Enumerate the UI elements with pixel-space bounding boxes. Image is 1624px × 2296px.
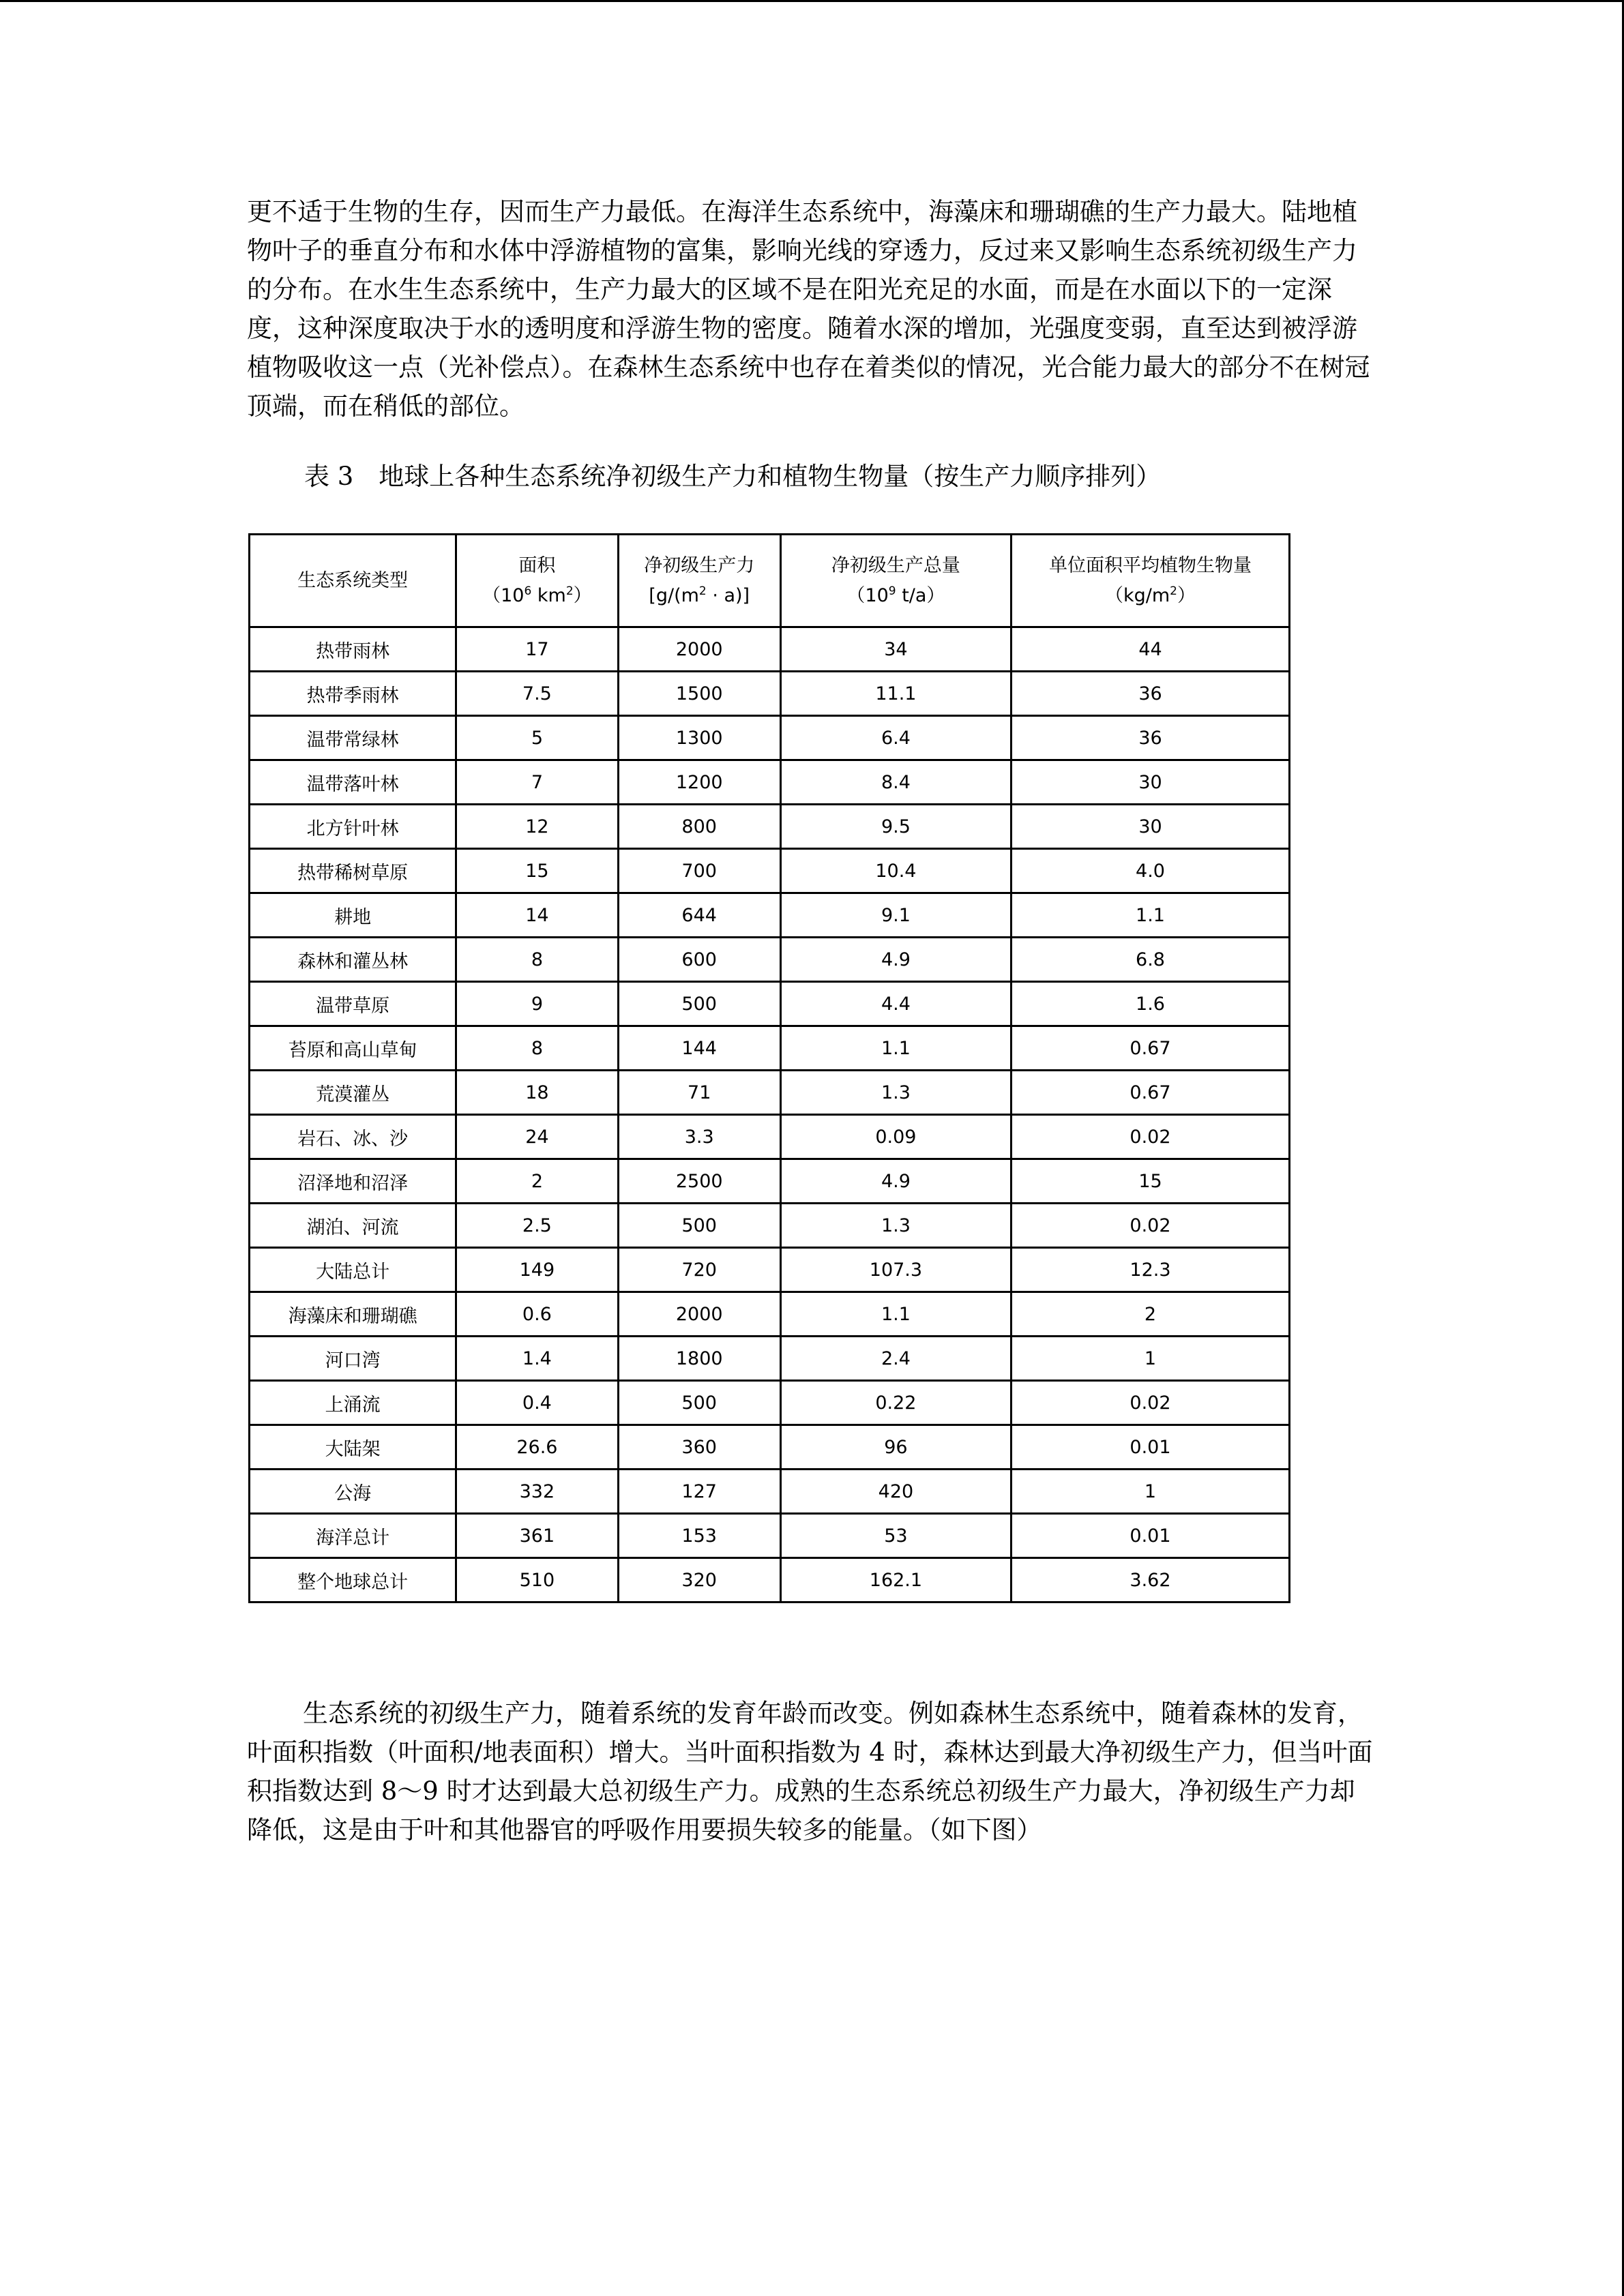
cell-net-production-total: 96 — [780, 1425, 1011, 1470]
cell-net-production-total: 2.4 — [780, 1337, 1011, 1381]
table-row — [250, 938, 1290, 982]
cell-net-productivity: 320 — [618, 1558, 780, 1602]
cell-area: 332 — [456, 1470, 618, 1514]
cell-area: 7 — [456, 760, 618, 805]
cell-area: 15 — [456, 849, 618, 893]
table-row — [250, 1248, 1290, 1292]
cell-net-production-total: 107.3 — [780, 1248, 1011, 1292]
cell-mean-biomass: 0.02 — [1011, 1204, 1289, 1248]
cell-area: 2 — [456, 1159, 618, 1204]
cell-ecosystem-type: 热带雨林 — [250, 627, 456, 672]
table-row — [250, 1292, 1290, 1337]
cell-ecosystem-type: 温带落叶林 — [250, 760, 456, 805]
header-net-primary-productivity: 净初级生产力 $[g/(m^2 \cdot a)]$ — [618, 535, 780, 627]
cell-net-productivity: 600 — [618, 938, 780, 982]
header-ecosystem-type: 生态系统类型 — [250, 535, 456, 627]
cell-net-production-total: 0.09 — [780, 1115, 1011, 1159]
cell-net-production-total: 9.1 — [780, 893, 1011, 938]
cell-net-productivity: 71 — [618, 1071, 780, 1115]
cell-mean-biomass: 36 — [1011, 672, 1289, 716]
cell-ecosystem-type: 温带常绿林 — [250, 716, 456, 760]
table-row — [250, 627, 1290, 672]
table-header-row — [250, 535, 1290, 627]
cell-mean-biomass: 4.0 — [1011, 849, 1289, 893]
cell-net-productivity: 2000 — [618, 1292, 780, 1337]
cell-mean-biomass: 0.01 — [1011, 1514, 1289, 1558]
table-row — [250, 1558, 1290, 1602]
cell-net-production-total: 53 — [780, 1514, 1011, 1558]
cell-net-production-total: 1.1 — [780, 1026, 1011, 1071]
cell-net-productivity: 2000 — [618, 627, 780, 672]
cell-net-productivity: 800 — [618, 805, 780, 849]
cell-mean-biomass: 44 — [1011, 627, 1289, 672]
cell-net-productivity: 144 — [618, 1026, 780, 1071]
cell-mean-biomass: 0.67 — [1011, 1071, 1289, 1115]
cell-mean-biomass: 1 — [1011, 1470, 1289, 1514]
cell-mean-biomass: 0.01 — [1011, 1425, 1289, 1470]
page-top-border — [0, 0, 1624, 2]
cell-ecosystem-type: 温带草原 — [250, 982, 456, 1026]
table-row — [250, 1514, 1290, 1558]
cell-ecosystem-type: 大陆架 — [250, 1425, 456, 1470]
cell-area: 8 — [456, 1026, 618, 1071]
cell-area: 18 — [456, 1071, 618, 1115]
cell-net-productivity: 1200 — [618, 760, 780, 805]
header-area: 面积 （$10^6$ $km^2$） — [456, 535, 618, 627]
cell-net-productivity: 1500 — [618, 672, 780, 716]
table-row — [250, 1204, 1290, 1248]
cell-net-production-total: 1.1 — [780, 1292, 1011, 1337]
cell-net-productivity: 360 — [618, 1425, 780, 1470]
cell-area: 2.5 — [456, 1204, 618, 1248]
cell-mean-biomass: 0.02 — [1011, 1381, 1289, 1425]
cell-ecosystem-type: 海洋总计 — [250, 1514, 456, 1558]
table-row — [250, 1425, 1290, 1470]
cell-net-productivity: 500 — [618, 1204, 780, 1248]
cell-area: 0.6 — [456, 1292, 618, 1337]
cell-mean-biomass: 1 — [1011, 1337, 1289, 1381]
header-net-primary-production-total: 净初级生产总量 （$10^9$ t/a） — [780, 535, 1011, 627]
cell-ecosystem-type: 上涌流 — [250, 1381, 456, 1425]
cell-mean-biomass: 1.1 — [1011, 893, 1289, 938]
cell-net-production-total: 4.9 — [780, 1159, 1011, 1204]
cell-area: 0.4 — [456, 1381, 618, 1425]
cell-net-production-total: 8.4 — [780, 760, 1011, 805]
cell-net-productivity: 127 — [618, 1470, 780, 1514]
cell-mean-biomass: 3.62 — [1011, 1558, 1289, 1602]
paragraph-before-table: 更不适于生物的生存，因而生产力最低。在海洋生态系统中，海藻床和珊瑚礁的生产力最大。陆地植物叶子的垂直分布和水体中浮游植物的富集，影响光线的穿透力，反过来又影响生态系统初级生产力的分布。在水生生态系统中，生产力最大的区域不是在阳光充足的水面，而是在水面以下的一定深度，这种深度取决于水的透明度和浮游生物的密度。随着水深的增加，光强度变弱，直至达到被浮游植物吸收这一点（光补偿点）。在森林生态系统中也存在着类似的情况，光合能力最大的部分不在树冠顶端，而在稍低的部位。 — [247, 197, 1370, 421]
cell-ecosystem-type: 耕地 — [250, 893, 456, 938]
cell-area: 510 — [456, 1558, 618, 1602]
cell-net-productivity: 1800 — [618, 1337, 780, 1381]
cell-area: 1.4 — [456, 1337, 618, 1381]
cell-ecosystem-type: 公海 — [250, 1470, 456, 1514]
cell-area: 5 — [456, 716, 618, 760]
cell-net-production-total: 11.1 — [780, 672, 1011, 716]
cell-mean-biomass: 15 — [1011, 1159, 1289, 1204]
table-row — [250, 1337, 1290, 1381]
cell-net-productivity: 720 — [618, 1248, 780, 1292]
table-row — [250, 1381, 1290, 1425]
cell-mean-biomass: 36 — [1011, 716, 1289, 760]
cell-area: 149 — [456, 1248, 618, 1292]
cell-net-production-total: 4.9 — [780, 938, 1011, 982]
cell-net-production-total: 420 — [780, 1470, 1011, 1514]
cell-ecosystem-type: 河口湾 — [250, 1337, 456, 1381]
cell-ecosystem-type: 海藻床和珊瑚礁 — [250, 1292, 456, 1337]
cell-area: 26.6 — [456, 1425, 618, 1470]
cell-mean-biomass: 0.67 — [1011, 1026, 1289, 1071]
table-row — [250, 1159, 1290, 1204]
paragraph-after-table: 生态系统的初级生产力，随着系统的发育年龄而改变。例如森林生态系统中，随着森林的发育，叶面积指数（叶面积/地表面积）增大。当叶面积指数为 4 时，森林达到最大净初级生产力，但当叶面积指数达到 8～9 时才达到最大总初级生产力。成熟的生态系统总初级生产力最大，净初级生产力却降低，这是由于叶和其他器官的呼吸作用要损失较多的能量。（如下图） — [247, 1699, 1373, 1845]
cell-net-production-total: 4.4 — [780, 982, 1011, 1026]
cell-mean-biomass: 6.8 — [1011, 938, 1289, 982]
table-row — [250, 893, 1290, 938]
ecosystem-productivity-table — [248, 533, 1290, 1603]
cell-mean-biomass: 2 — [1011, 1292, 1289, 1337]
cell-area: 7.5 — [456, 672, 618, 716]
header-mean-plant-biomass: 单位面积平均植物生物量 $(kg/m^2)$ — [1011, 535, 1289, 627]
cell-area: 17 — [456, 627, 618, 672]
cell-mean-biomass: 1.6 — [1011, 982, 1289, 1026]
cell-area: 24 — [456, 1115, 618, 1159]
cell-net-production-total: 1.3 — [780, 1071, 1011, 1115]
cell-mean-biomass: 30 — [1011, 760, 1289, 805]
cell-area: 361 — [456, 1514, 618, 1558]
cell-net-production-total: 10.4 — [780, 849, 1011, 893]
cell-area: 14 — [456, 893, 618, 938]
cell-area: 8 — [456, 938, 618, 982]
cell-area: 9 — [456, 982, 618, 1026]
cell-net-production-total: 9.5 — [780, 805, 1011, 849]
table-row — [250, 1071, 1290, 1115]
table-row — [250, 1115, 1290, 1159]
cell-mean-biomass: 0.02 — [1011, 1115, 1289, 1159]
cell-net-production-total: 6.4 — [780, 716, 1011, 760]
table-row — [250, 849, 1290, 893]
cell-ecosystem-type: 热带季雨林 — [250, 672, 456, 716]
cell-ecosystem-type: 湖泊、河流 — [250, 1204, 456, 1248]
table-row — [250, 716, 1290, 760]
cell-ecosystem-type: 整个地球总计 — [250, 1558, 456, 1602]
table-row — [250, 1026, 1290, 1071]
cell-net-production-total: 0.22 — [780, 1381, 1011, 1425]
cell-net-productivity: 700 — [618, 849, 780, 893]
cell-area: 12 — [456, 805, 618, 849]
cell-net-production-total: 162.1 — [780, 1558, 1011, 1602]
cell-ecosystem-type: 森林和灌丛林 — [250, 938, 456, 982]
table-row — [250, 982, 1290, 1026]
cell-ecosystem-type: 热带稀树草原 — [250, 849, 456, 893]
table-row — [250, 1470, 1290, 1514]
table-row — [250, 760, 1290, 805]
cell-ecosystem-type: 岩石、冰、沙 — [250, 1115, 456, 1159]
cell-ecosystem-type: 苔原和高山草甸 — [250, 1026, 456, 1071]
table-caption: 表 3 地球上各种生态系统净初级生产力和植物生物量（按生产力顺序排列） — [304, 462, 1162, 491]
cell-net-productivity: 1300 — [618, 716, 780, 760]
table-row — [250, 672, 1290, 716]
cell-net-productivity: 500 — [618, 1381, 780, 1425]
cell-net-production-total: 1.3 — [780, 1204, 1011, 1248]
cell-net-productivity: 153 — [618, 1514, 780, 1558]
cell-ecosystem-type: 荒漠灌丛 — [250, 1071, 456, 1115]
cell-ecosystem-type: 北方针叶林 — [250, 805, 456, 849]
cell-net-productivity: 2500 — [618, 1159, 780, 1204]
table-row — [250, 805, 1290, 849]
cell-mean-biomass: 12.3 — [1011, 1248, 1289, 1292]
cell-net-productivity: 644 — [618, 893, 780, 938]
cell-net-productivity: 3.3 — [618, 1115, 780, 1159]
cell-ecosystem-type: 沼泽地和沼泽 — [250, 1159, 456, 1204]
cell-mean-biomass: 30 — [1011, 805, 1289, 849]
cell-ecosystem-type: 大陆总计 — [250, 1248, 456, 1292]
cell-net-productivity: 500 — [618, 982, 780, 1026]
cell-net-production-total: 34 — [780, 627, 1011, 672]
